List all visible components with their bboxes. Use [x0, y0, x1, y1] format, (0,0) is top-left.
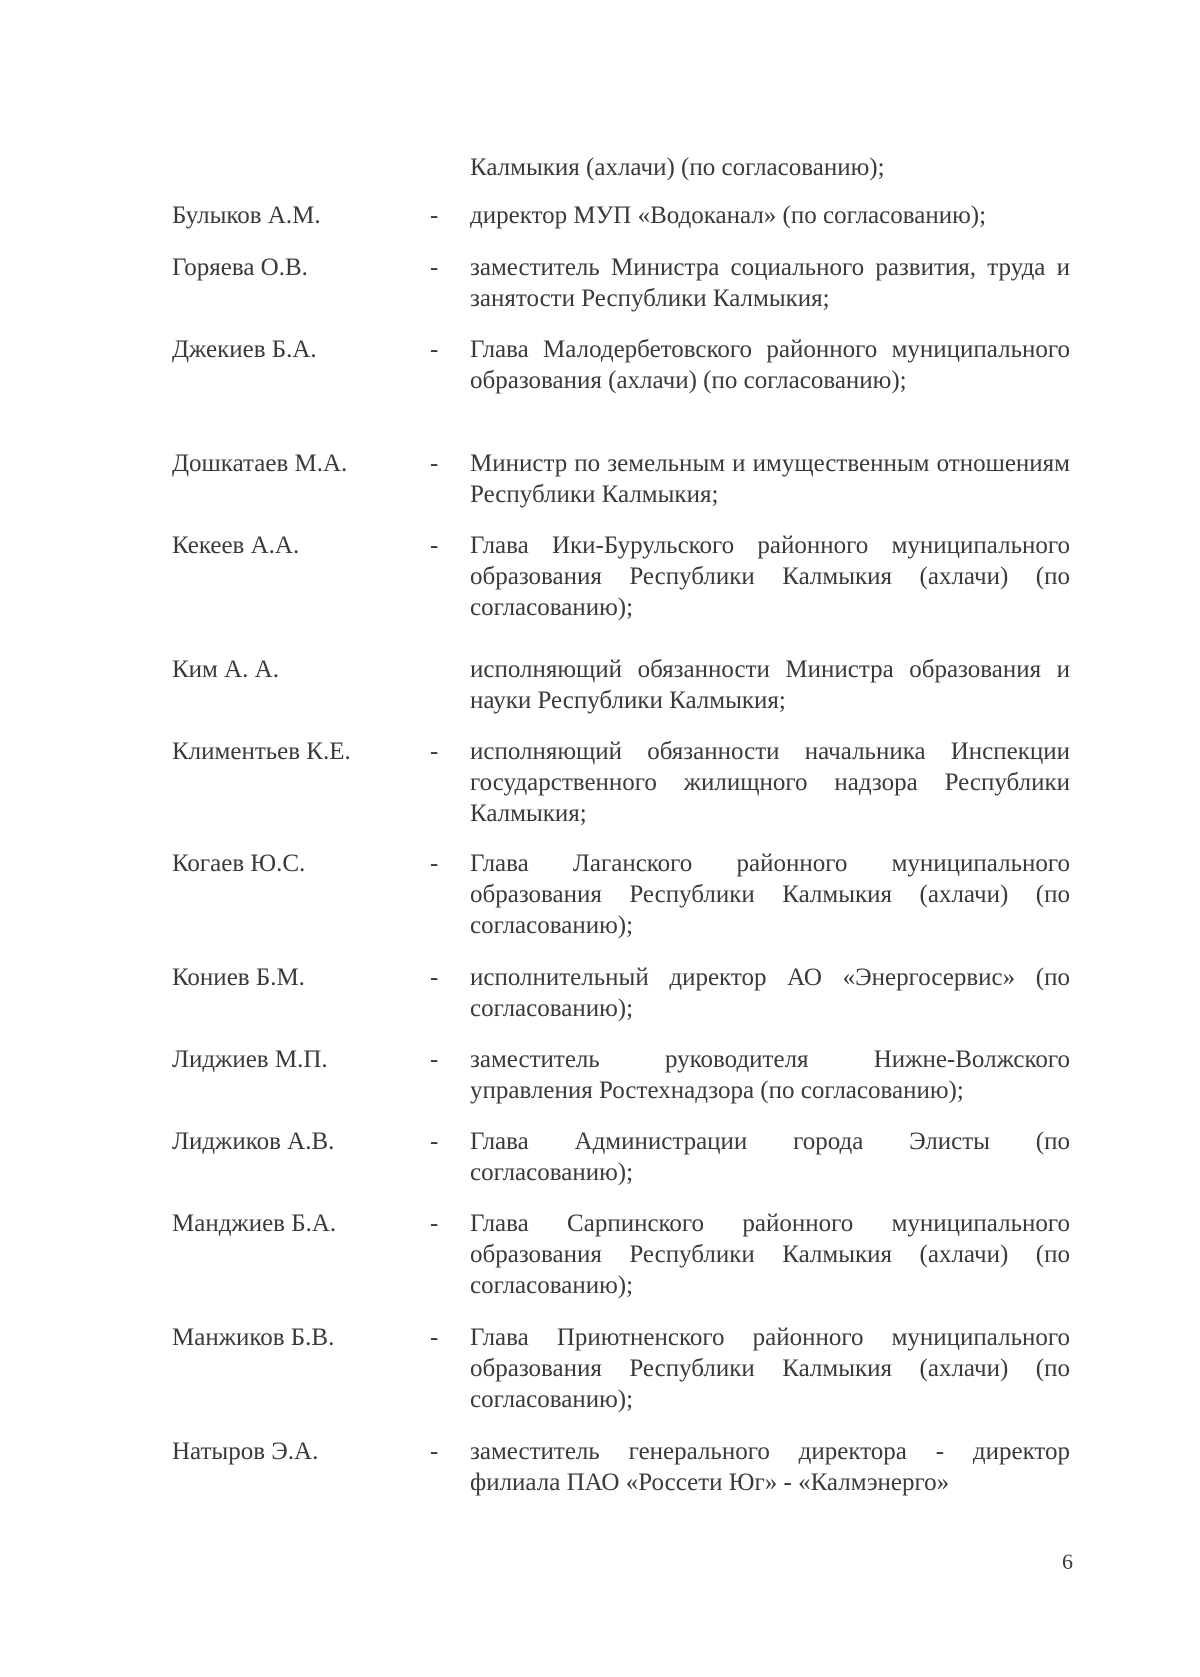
member-name: Булыков А.М.	[172, 202, 321, 229]
dash-separator: -	[430, 964, 439, 991]
dash-separator: -	[430, 450, 439, 477]
member-position: исполнительный директор АО «Энергосервис» (по согласованию);	[470, 964, 1070, 1022]
member-name: Климентьев К.Е.	[172, 738, 351, 765]
member-position: заместитель генерального директора - директор филиала ПАО «Россети Юг» - «Калмэнерго»	[470, 1438, 1070, 1496]
member-position: исполняющий обязанности начальника Инспекции государственного жилищного надзора Республики Калмыкия;	[470, 738, 1070, 827]
member-name: Лиджиков А.В.	[172, 1128, 335, 1155]
member-name: Лиджиев М.П.	[172, 1046, 328, 1073]
member-position: директор МУП «Водоканал» (по согласованию);	[470, 202, 987, 229]
member-position: Глава Ики-Бурульского районного муниципального образования Республики Калмыкия (ахлачи) (по согласованию);	[470, 532, 1070, 621]
member-name: Горяева О.В.	[172, 254, 308, 281]
dash-separator: -	[430, 254, 439, 281]
member-position: Глава Приютненского районного муниципального образования Республики Калмыкия (ахлачи) (по согласованию);	[470, 1324, 1070, 1413]
member-position: исполняющий обязанности Министра образования и науки Республики Калмыкия;	[470, 656, 1070, 714]
dash-separator: -	[430, 1128, 439, 1155]
member-position: Глава Администрации города Элисты (по согласованию);	[470, 1128, 1070, 1186]
page-number: 6	[1062, 1549, 1073, 1574]
member-name: Кониев Б.М.	[172, 964, 305, 991]
member-name: Манджиев Б.А.	[172, 1210, 337, 1237]
member-position: Министр по земельным и имущественным отношениям Республики Калмыкия;	[470, 450, 1070, 508]
member-name: Когаев Ю.С.	[172, 850, 306, 877]
member-name: Дошкатаев М.А.	[172, 450, 348, 477]
dash-separator: -	[430, 1046, 439, 1073]
dash-separator: -	[430, 202, 439, 229]
member-position: Глава Лаганского районного муниципального образования Республики Калмыкия (ахлачи) (по согласованию);	[470, 850, 1070, 939]
dash-separator: -	[430, 850, 439, 877]
member-name: Джекиев Б.А.	[172, 336, 317, 363]
member-position: Глава Малодербетовского районного муниципального образования (ахлачи) (по согласованию);	[470, 336, 1070, 394]
member-name: Кекеев А.А.	[172, 532, 300, 559]
member-position: заместитель Министра социального развития, труда и занятости Республики Калмыкия;	[470, 254, 1070, 312]
member-name: Ким А. А.	[172, 656, 279, 683]
continuation-text: Калмыкия (ахлачи) (по согласованию);	[470, 154, 885, 181]
member-position: Глава Сарпинского районного муниципального образования Республики Калмыкия (ахлачи) (по согласованию);	[470, 1210, 1070, 1299]
dash-separator: -	[430, 532, 439, 559]
dash-separator: -	[430, 1438, 439, 1465]
member-name: Натыров Э.А.	[172, 1438, 319, 1465]
dash-separator: -	[430, 1324, 439, 1351]
dash-separator: -	[430, 738, 439, 765]
dash-separator: -	[430, 1210, 439, 1237]
member-name: Манжиков Б.В.	[172, 1324, 335, 1351]
dash-separator: -	[430, 336, 439, 363]
member-position: заместитель руководителя Нижне-Волжского управления Ростехнадзора (по согласованию);	[470, 1046, 1070, 1104]
